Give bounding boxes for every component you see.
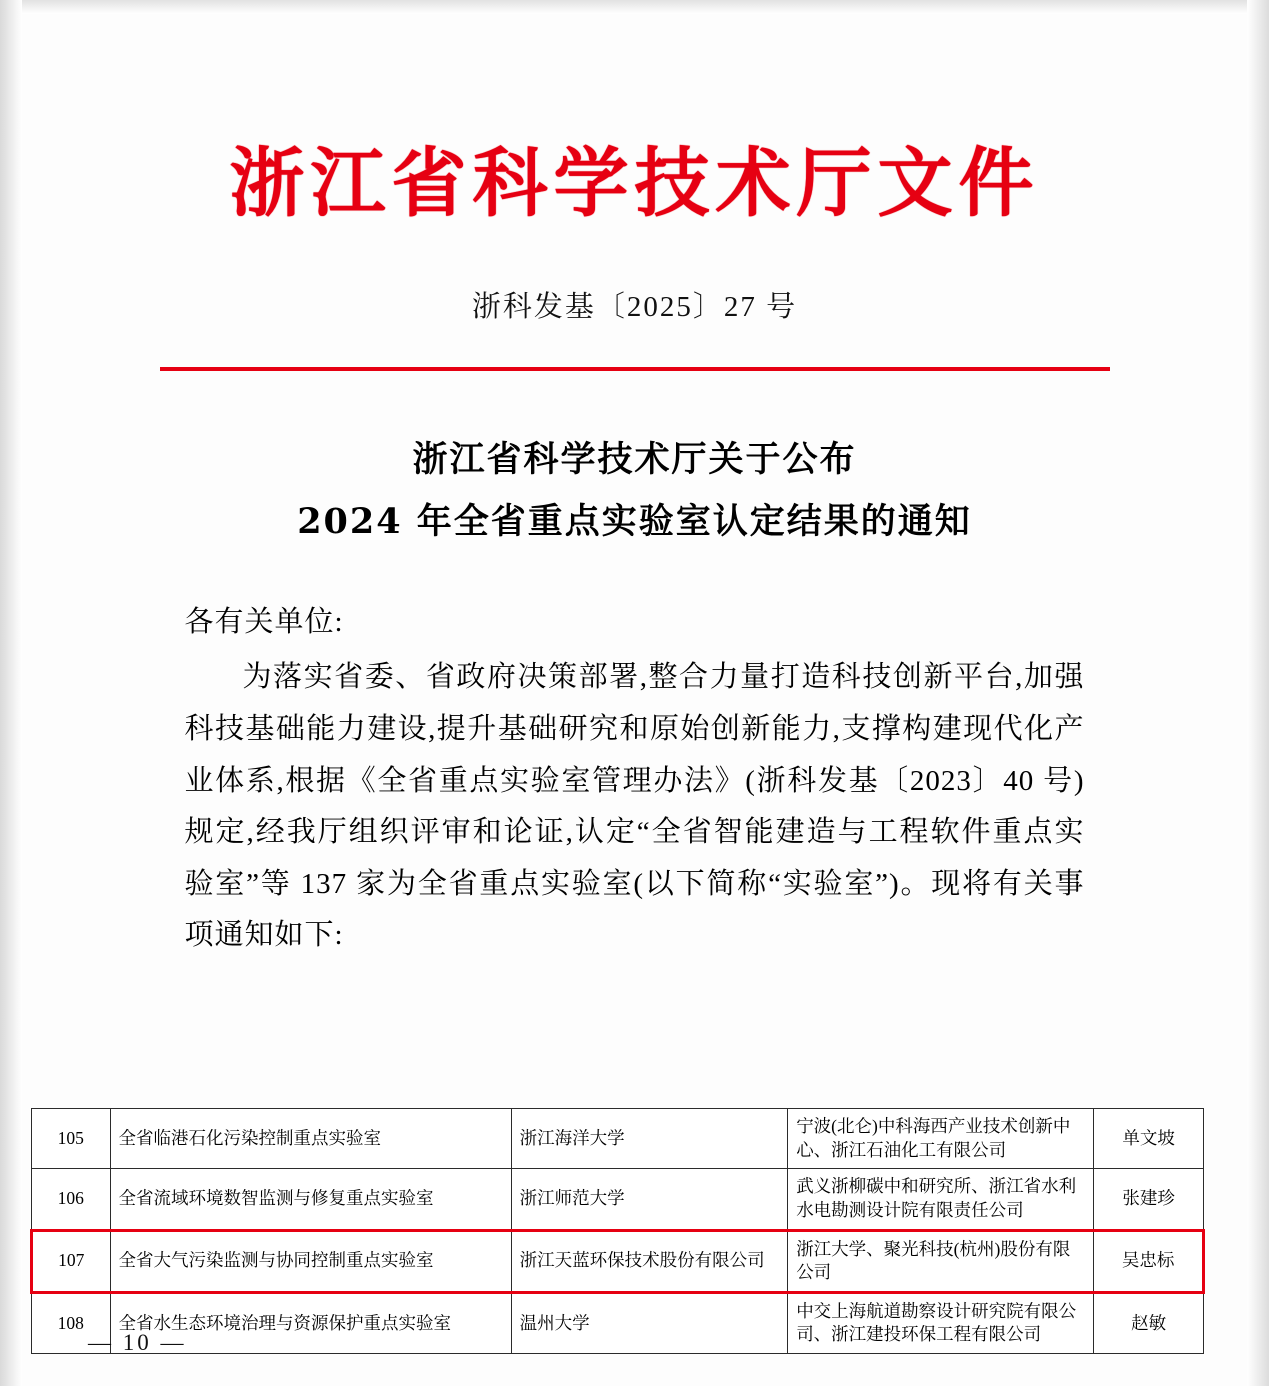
document-header [0, 0, 1269, 226]
cell-host-unit: 温州大学 [511, 1292, 788, 1353]
salutation: 各有关单位: [184, 605, 344, 638]
cell-host-unit: 浙江师范大学 [511, 1169, 788, 1230]
results-table [30, 1108, 1205, 1354]
issuing-organization-title: 浙江省科学技术厅文件 [229, 139, 1040, 227]
cell-lab-name: 全省临港石化污染控制重点实验室 [110, 1109, 511, 1169]
cell-cooperating-units: 武义浙柳碳中和研究所、浙江省水利水电勘测设计院有限责任公司 [788, 1169, 1094, 1230]
table-row [32, 1292, 1204, 1353]
cell-host-unit: 浙江海洋大学 [511, 1109, 788, 1169]
cell-lab-name: 全省大气污染监测与协同控制重点实验室 [110, 1230, 511, 1292]
scan-edge-left [0, 0, 22, 1386]
cell-no: 106 [32, 1169, 111, 1230]
table-row [32, 1169, 1204, 1230]
cell-host-unit: 浙江天蓝环保技术股份有限公司 [511, 1230, 788, 1292]
scan-edge-right [1247, 0, 1269, 1386]
notice-title [0, 431, 1269, 551]
table-row-highlighted [32, 1230, 1204, 1292]
cell-leader: 单文坡 [1094, 1109, 1204, 1169]
results-table-container [30, 1108, 1205, 1354]
red-divider-rule [160, 367, 1110, 371]
cell-lab-name: 全省水生态环境治理与资源保护重点实验室 [110, 1292, 511, 1353]
cell-cooperating-units: 中交上海航道勘察设计研究院有限公司、浙江建投环保工程有限公司 [788, 1292, 1094, 1353]
scan-edge-top [0, 0, 1269, 14]
page-number: — 10 — [88, 1330, 187, 1355]
document-number: 浙科发基〔2025〕27 号 [471, 291, 798, 324]
results-table-body [32, 1109, 1204, 1354]
cell-cooperating-units: 宁波(北仑)中科海西产业技术创新中心、浙江石油化工有限公司 [788, 1109, 1094, 1169]
cell-no: 107 [32, 1230, 111, 1292]
table-row [32, 1109, 1204, 1169]
notice-body [185, 597, 1085, 962]
cell-no: 108 [32, 1292, 111, 1353]
body-paragraph-1: 为落实省委、省政府决策部署,整合力量打造科技创新平台,加强科技基础能力建设,提升基础研究和原始创新能力,支撑构建现代化产业体系,根据《全省重点实验室管理办法》(浙科发基〔2023〕40 号)规定,经我厅组织评审和论证,认定“全省智能建造与工程软件重点实验室”等 137 家为全省重点实验室(以下简称“实验室”)。现将有关事项通知如下: [184, 661, 1085, 952]
cell-leader: 赵敏 [1094, 1292, 1204, 1353]
cell-cooperating-units: 浙江大学、聚光科技(杭州)股份有限公司 [788, 1230, 1094, 1292]
notice-title-line-2: 2024 年全省重点实验室认定结果的通知 [297, 501, 972, 542]
cell-lab-name: 全省流域环境数智监测与修复重点实验室 [110, 1169, 511, 1230]
cell-no: 105 [32, 1109, 111, 1169]
cell-leader: 张建珍 [1094, 1169, 1204, 1230]
notice-title-line-1: 浙江省科学技术厅关于公布 [412, 439, 857, 481]
cell-leader: 吴忠标 [1094, 1230, 1204, 1292]
